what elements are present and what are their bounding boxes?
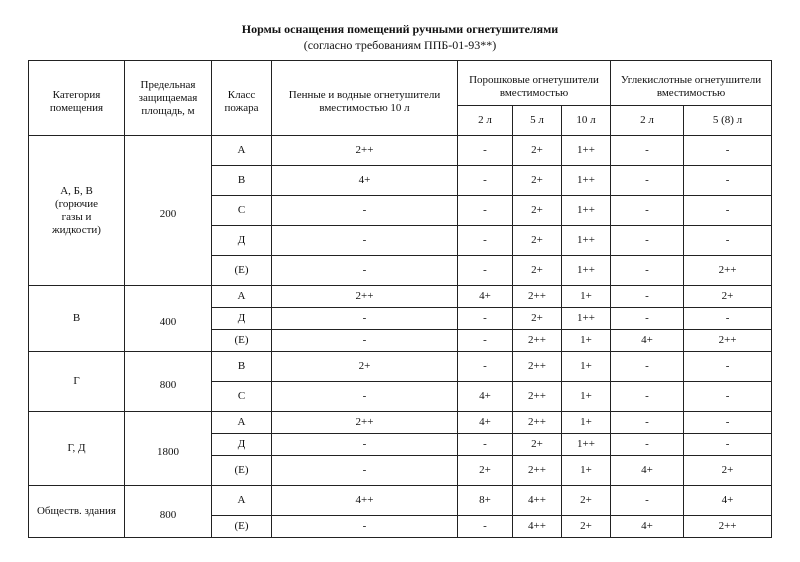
category-line: газы и <box>61 210 92 223</box>
co2-5-8l-cell: - <box>684 196 772 226</box>
table-row <box>29 286 772 308</box>
category-cell <box>29 136 125 286</box>
powder-2l-cell: - <box>458 516 513 538</box>
powder-5l-cell: 4++ <box>513 486 562 516</box>
area-cell: 200 <box>125 136 212 286</box>
category-cell <box>29 486 125 538</box>
foam-water-cell: - <box>272 196 458 226</box>
foam-water-cell: 2++ <box>272 412 458 434</box>
powder-2l-cell: - <box>458 166 513 196</box>
powder-2l-cell: - <box>458 226 513 256</box>
co2-2l-cell: - <box>611 196 684 226</box>
category-line: Г <box>73 375 80 387</box>
powder-2l-cell: 4+ <box>458 286 513 308</box>
co2-5-8l-cell: - <box>684 352 772 382</box>
powder-10l-cell: 1++ <box>562 434 611 456</box>
co2-2l-cell: - <box>611 226 684 256</box>
fire-class-cell: Д <box>212 434 272 456</box>
header-foam-water: Пенные и водные огнетушители вместимостью 10 л <box>272 61 458 136</box>
powder-10l-cell: 2+ <box>562 486 611 516</box>
fire-class-cell: А <box>212 486 272 516</box>
co2-2l-cell: - <box>611 434 684 456</box>
header-row <box>29 61 772 106</box>
powder-10l-cell: 1+ <box>562 412 611 434</box>
powder-2l-cell: 4+ <box>458 382 513 412</box>
co2-5-8l-cell: 2++ <box>684 330 772 352</box>
area-cell: 800 <box>125 486 212 538</box>
co2-2l-cell: 4+ <box>611 456 684 486</box>
co2-5-8l-cell: - <box>684 308 772 330</box>
header-area: Предельная защищаемая площадь, м <box>125 61 212 136</box>
header-fire-class: Класс пожара <box>212 61 272 136</box>
fire-class-cell: А <box>212 286 272 308</box>
powder-10l-cell: 1+ <box>562 382 611 412</box>
powder-2l-cell: - <box>458 434 513 456</box>
area-cell: 400 <box>125 286 212 352</box>
powder-5l-cell: 2+ <box>513 434 562 456</box>
foam-water-cell: - <box>272 456 458 486</box>
category-line: жидкости) <box>52 223 101 236</box>
foam-water-cell: - <box>272 226 458 256</box>
fire-class-cell: С <box>212 196 272 226</box>
powder-2l-cell: - <box>458 196 513 226</box>
co2-5-8l-cell: 4+ <box>684 486 772 516</box>
fire-class-cell: (Е) <box>212 456 272 486</box>
foam-water-cell: - <box>272 516 458 538</box>
powder-5l-cell: 2++ <box>513 286 562 308</box>
powder-5l-cell: 2++ <box>513 412 562 434</box>
powder-10l-cell: 1++ <box>562 196 611 226</box>
fire-class-cell: С <box>212 382 272 412</box>
co2-5-8l-cell: - <box>684 136 772 166</box>
co2-2l-cell: - <box>611 412 684 434</box>
powder-2l-cell: - <box>458 136 513 166</box>
powder-5l-cell: 2+ <box>513 136 562 166</box>
co2-2l-cell: - <box>611 286 684 308</box>
category-cell <box>29 412 125 486</box>
co2-5-8l-cell: - <box>684 434 772 456</box>
foam-water-cell: 2++ <box>272 286 458 308</box>
co2-5-8l-cell: - <box>684 226 772 256</box>
powder-10l-cell: 1++ <box>562 166 611 196</box>
powder-5l-cell: 2++ <box>513 382 562 412</box>
co2-2l-cell: 4+ <box>611 516 684 538</box>
foam-water-cell: - <box>272 256 458 286</box>
co2-2l-cell: - <box>611 136 684 166</box>
table-row <box>29 486 772 516</box>
powder-2l-cell: 8+ <box>458 486 513 516</box>
category-line: (горючие <box>54 197 98 210</box>
powder-5l-cell: 2++ <box>513 330 562 352</box>
fire-class-cell: Д <box>212 308 272 330</box>
foam-water-cell: 4+ <box>272 166 458 196</box>
powder-5l-cell: 2++ <box>513 456 562 486</box>
fire-class-cell: А <box>212 136 272 166</box>
foam-water-cell: - <box>272 330 458 352</box>
fire-class-cell: В <box>212 166 272 196</box>
foam-water-cell: 4++ <box>272 486 458 516</box>
fire-class-cell: Д <box>212 226 272 256</box>
powder-2l-cell: 2+ <box>458 456 513 486</box>
fire-class-cell: (Е) <box>212 330 272 352</box>
co2-2l-cell: - <box>611 166 684 196</box>
document-title: Нормы оснащения помещений ручными огнетушителями <box>241 22 559 36</box>
co2-5-8l-cell: 2++ <box>684 516 772 538</box>
category-line: Г, Д <box>67 442 86 454</box>
co2-2l-cell: - <box>611 382 684 412</box>
fire-class-cell: (Е) <box>212 516 272 538</box>
powder-5l-cell: 2+ <box>513 196 562 226</box>
foam-water-cell: - <box>272 382 458 412</box>
header-powder: Порошковые огнетушители вместимостью <box>458 61 611 106</box>
extinguisher-norms-table <box>28 60 772 538</box>
subheader-co2-2l: 2 л <box>611 106 684 136</box>
header-co2: Углекислотные огнетушители вместимостью <box>611 61 772 106</box>
powder-10l-cell: 1+ <box>562 352 611 382</box>
area-cell: 1800 <box>125 412 212 486</box>
powder-2l-cell: 4+ <box>458 412 513 434</box>
header-category: Категория помещения <box>29 61 125 136</box>
foam-water-cell: 2+ <box>272 352 458 382</box>
subheader-powder-5l: 5 л <box>513 106 562 136</box>
fire-class-cell: (Е) <box>212 256 272 286</box>
category-line: А, Б, В <box>60 184 93 197</box>
category-line: Обществ. здания <box>36 505 116 517</box>
table-row <box>29 136 772 166</box>
co2-5-8l-cell: - <box>684 166 772 196</box>
category-line: В <box>72 312 81 324</box>
foam-water-cell: 2++ <box>272 136 458 166</box>
co2-2l-cell: - <box>611 308 684 330</box>
subheader-powder-2l: 2 л <box>458 106 513 136</box>
powder-2l-cell: - <box>458 256 513 286</box>
co2-2l-cell: - <box>611 352 684 382</box>
powder-2l-cell: - <box>458 330 513 352</box>
subheader-powder-10l: 10 л <box>562 106 611 136</box>
co2-5-8l-cell: - <box>684 412 772 434</box>
powder-5l-cell: 2+ <box>513 226 562 256</box>
co2-5-8l-cell: - <box>684 382 772 412</box>
powder-10l-cell: 1++ <box>562 136 611 166</box>
co2-2l-cell: - <box>611 256 684 286</box>
foam-water-cell: - <box>272 434 458 456</box>
table-row <box>29 412 772 434</box>
table-row <box>29 352 772 382</box>
foam-water-cell: - <box>272 308 458 330</box>
category-cell <box>29 352 125 412</box>
powder-2l-cell: - <box>458 352 513 382</box>
powder-10l-cell: 2+ <box>562 516 611 538</box>
powder-5l-cell: 2++ <box>513 352 562 382</box>
category-cell <box>29 286 125 352</box>
fire-class-cell: В <box>212 352 272 382</box>
co2-5-8l-cell: 2++ <box>684 256 772 286</box>
area-cell: 800 <box>125 352 212 412</box>
powder-5l-cell: 2+ <box>513 166 562 196</box>
powder-2l-cell: - <box>458 308 513 330</box>
document-subtitle: (согласно требованиям ППБ-01-93**) <box>303 38 497 52</box>
powder-10l-cell: 1+ <box>562 456 611 486</box>
co2-2l-cell: - <box>611 486 684 516</box>
powder-10l-cell: 1+ <box>562 330 611 352</box>
powder-10l-cell: 1++ <box>562 226 611 256</box>
powder-5l-cell: 2+ <box>513 308 562 330</box>
powder-10l-cell: 1++ <box>562 308 611 330</box>
powder-10l-cell: 1++ <box>562 256 611 286</box>
fire-class-cell: А <box>212 412 272 434</box>
powder-10l-cell: 1+ <box>562 286 611 308</box>
powder-5l-cell: 2+ <box>513 256 562 286</box>
co2-5-8l-cell: 2+ <box>684 456 772 486</box>
co2-5-8l-cell: 2+ <box>684 286 772 308</box>
powder-5l-cell: 4++ <box>513 516 562 538</box>
co2-2l-cell: 4+ <box>611 330 684 352</box>
subheader-co2-5-8l: 5 (8) л <box>684 106 772 136</box>
